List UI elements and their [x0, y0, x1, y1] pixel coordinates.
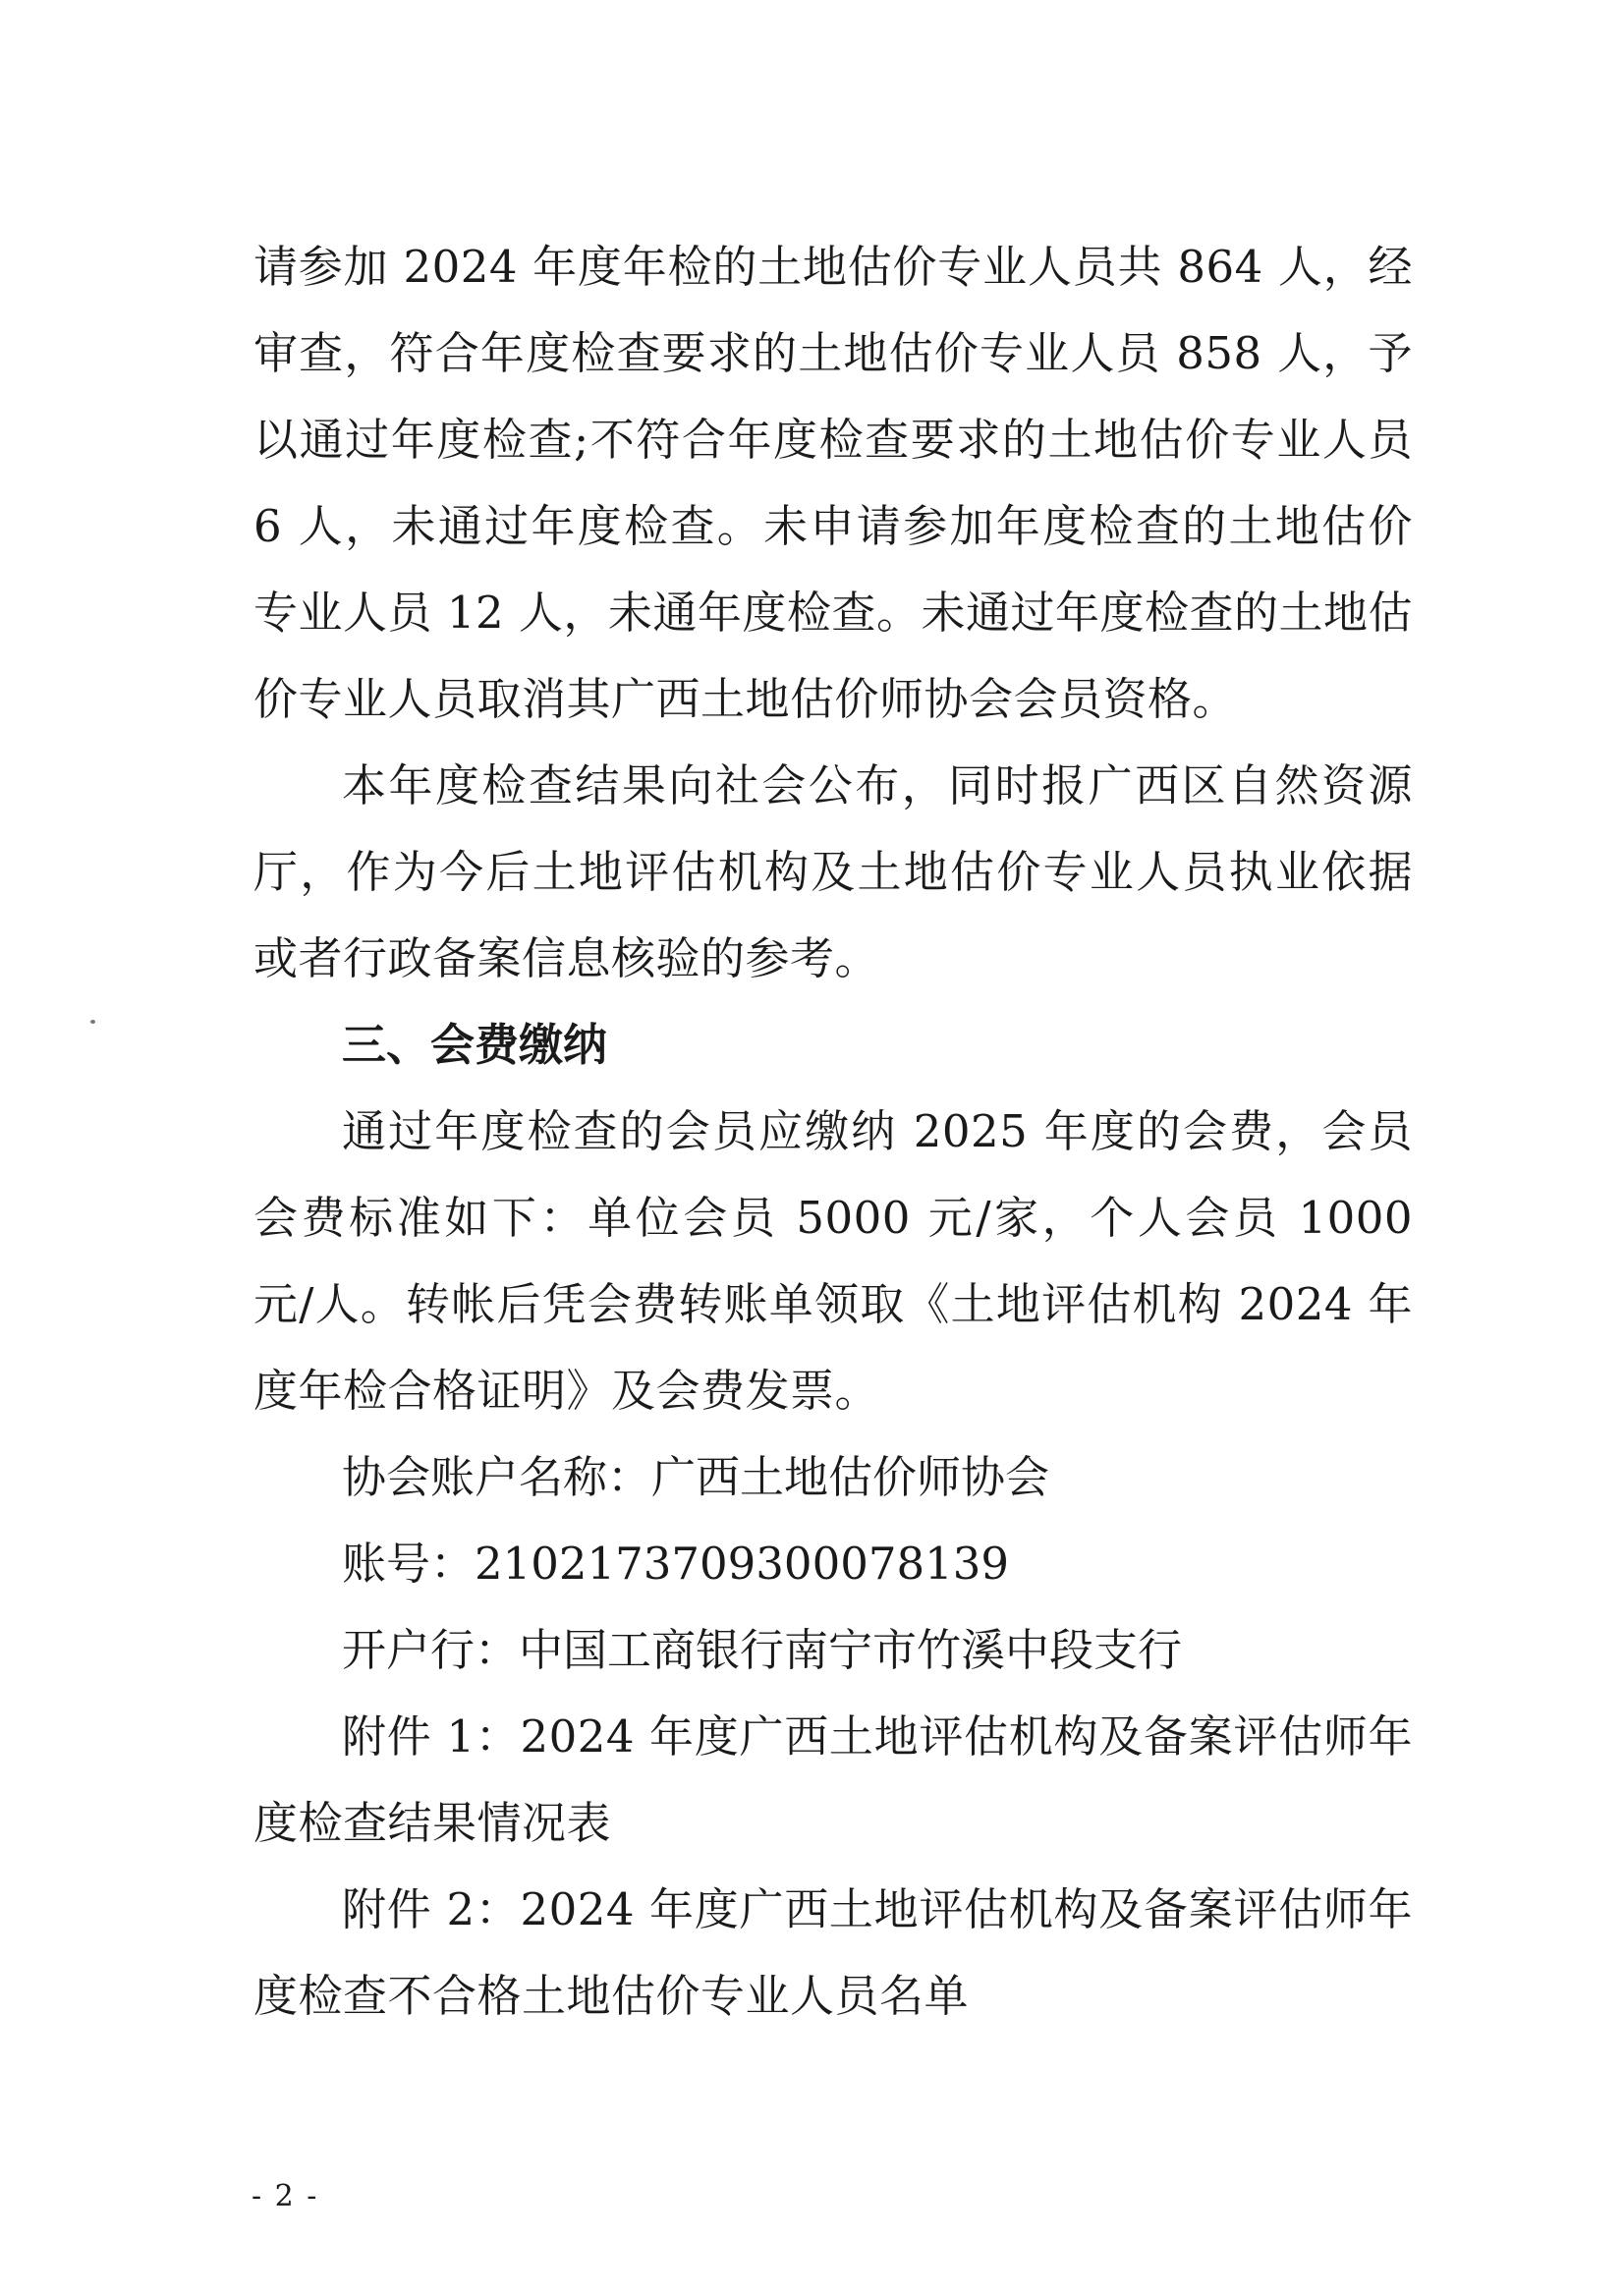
- page-number: - 2 -: [252, 2179, 319, 2213]
- scan-speck: [90, 1020, 95, 1024]
- body-text: [253, 224, 1413, 2040]
- paragraph-fee-payment: 通过年度检查的会员应缴纳 2025 年度的会费，会员会费标准如下：单位会员 5000 元/家，个人会员 1000 元/人。转帐后凭会费转账单领取《土地评估机构 2024 年度年检合格证明》及会费发票。: [253, 1105, 1413, 1417]
- bank-line: 开户行：中国工商银行南宁市竹溪中段支行: [342, 1624, 1183, 1676]
- paragraph-publication: 本年度检查结果向社会公布，同时报广西区自然资源厅，作为今后土地评估机构及土地估价专业人员执业依据或者行政备案信息核验的参考。: [253, 759, 1413, 984]
- attachment-1: 附件 1：2024 年度广西土地评估机构及备案评估师年度检查结果情况表: [253, 1710, 1413, 1849]
- section-heading-fees: 三、会费缴纳: [342, 1019, 608, 1071]
- account-name-line: 协会账户名称：广西土地估价师协会: [342, 1451, 1050, 1503]
- paragraph-inspection-results: 请参加 2024 年度年检的土地估价专业人员共 864 人，经审查，符合年度检查要求的土地估价专业人员 858 人，予以通过年度检查;不符合年度检查要求的土地估价专业人员 6 人，未通过年度检查。未申请参加年度检查的土地估价专业人员 12 人，未通年度检查。未通过年度检查的土地估价专业人员取消其广西土地估价师协会会员资格。: [253, 241, 1413, 725]
- account-number-line: 账号：2102173709300078139: [342, 1538, 1009, 1590]
- attachment-2: 附件 2：2024 年度广西土地评估机构及备案评估师年度检查不合格土地估价专业人员名单: [253, 1883, 1413, 2022]
